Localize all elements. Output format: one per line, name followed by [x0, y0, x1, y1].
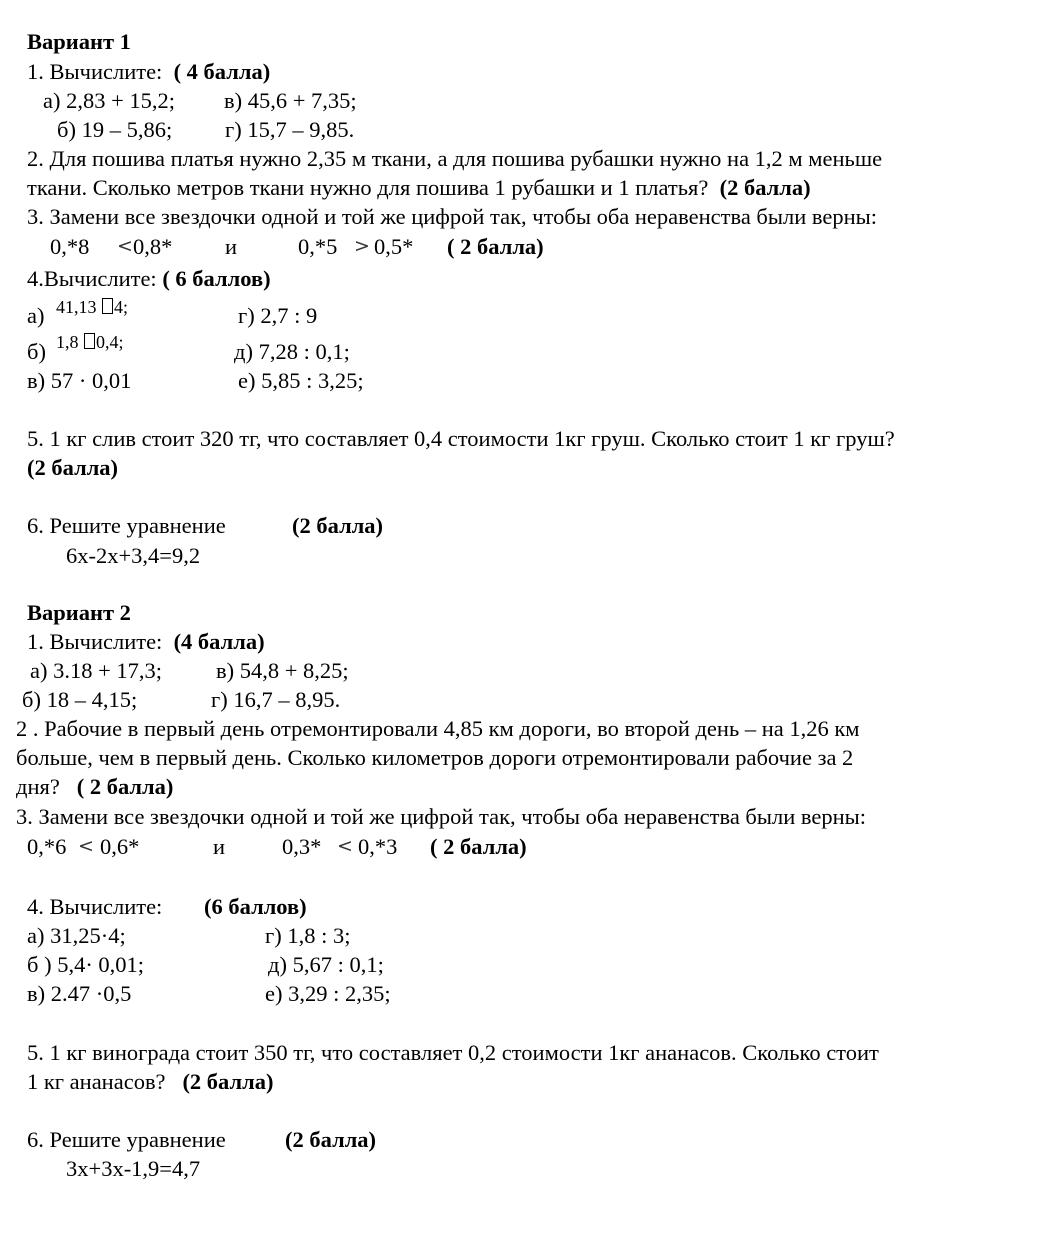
v1-task3-text: 3. Замени все звездочки одной и той же цифрой так, чтобы оба неравенства были верны:: [27, 204, 878, 229]
v1-task1-points: ( 4 балла): [173, 59, 271, 84]
v1-task1-g: г) 15,7 – 9,85.: [225, 117, 355, 142]
v2-task3-left2: 0,3*: [282, 834, 322, 859]
v1-task4-a-expr2: 4;: [114, 297, 129, 317]
v1-task2-points: (2 балла): [719, 175, 811, 200]
v1-task1-label: 1. Вычислите:: [27, 59, 163, 84]
v2-task3-points: ( 2 балла): [430, 834, 527, 859]
v1-task4-a-expr1: 41,13: [56, 297, 97, 317]
v1-task4-b-expr2: 0,4;: [96, 332, 124, 352]
v1-task3-right2: 0,5*: [374, 234, 414, 259]
v1-task5-points: (2 балла): [27, 455, 119, 480]
v2-task3-and: и: [213, 834, 226, 859]
missing-symbol-box-icon: [102, 298, 113, 314]
v1-task2-line2-row: [27, 173, 811, 202]
v2-task4-g: г) 1,8 : 3;: [265, 923, 351, 948]
v1-task4-v: в) 57 · 0,01: [27, 368, 132, 393]
v1-task4-points: ( 6 баллов): [162, 266, 271, 291]
v2-task5-line1: 5. 1 кг винограда стоит 350 тг, что составляет 0,2 стоимости 1кг ананасов. Сколько стоит: [27, 1040, 879, 1065]
v1-task3-left2: 0,*5: [298, 234, 338, 259]
v1-task4-d: д) 7,28 : 0,1;: [234, 339, 350, 364]
v2-task4-label: 4. Вычислите:: [27, 894, 163, 919]
v1-task1-v: в) 45,6 + 7,35;: [224, 88, 357, 113]
v1-task1-b: б) 19 – 5,86;: [57, 117, 173, 142]
v2-task3-left1: 0,*6: [27, 834, 67, 859]
v1-task2-line2: ткани. Сколько метров ткани нужно для пошива 1 рубашки и 1 платья?: [27, 175, 709, 200]
v2-task1-b: б) 18 – 4,15;: [22, 687, 138, 712]
v2-task1-heading: [27, 627, 265, 656]
v1-task3-sign2: >: [354, 235, 370, 257]
v1-task1-heading: [27, 57, 270, 86]
v2-task4-v: в) 2.47 ·0,5: [27, 981, 132, 1006]
v1-task3-left1: 0,*8: [50, 234, 90, 259]
v2-task2-line3: дня?: [16, 774, 60, 799]
v2-task2-line3-row: [16, 772, 173, 801]
v1-task5-line1: 5. 1 кг слив стоит 320 тг, что составляет 0,4 стоимости 1кг груш. Сколько стоит 1 кг груш?: [27, 426, 895, 451]
v2-task6-label: 6. Решите уравнение: [27, 1127, 226, 1152]
v1-task2-line1: 2. Для пошива платья нужно 2,35 м ткани, а для пошива рубашки нужно на 1,2 м меньше: [27, 146, 883, 171]
v2-task3-right2: 0,*3: [358, 834, 398, 859]
v2-task1-a: а) 3.18 + 17,3;: [30, 658, 163, 683]
v1-task6-label: 6. Решите уравнение: [27, 513, 226, 538]
v1-task3-and: и: [225, 234, 238, 259]
v2-task6-points: (2 балла): [285, 1127, 377, 1152]
v2-task5-line2: 1 кг ананасов?: [27, 1069, 166, 1094]
v1-task4-b-expr: [56, 328, 124, 357]
v2-task1-g: г) 16,7 – 8,95.: [211, 687, 341, 712]
v2-task2-points: ( 2 балла): [76, 774, 174, 799]
v1-task4-a-prefix: а): [27, 303, 45, 328]
v1-task4-a-expr: [56, 293, 128, 322]
v1-task3-right1: 0,8*: [133, 234, 173, 259]
v2-task4-e: е) 3,29 : 2,35;: [265, 981, 391, 1006]
variant1-title: Вариант 1: [27, 29, 131, 54]
v1-task4-b-expr1: 1,8: [56, 332, 79, 352]
v2-task2-line2: больше, чем в первый день. Сколько километров дороги отремонтировали рабочие за 2: [16, 745, 854, 770]
v2-task2-line1: 2 . Рабочие в первый день отремонтировали 4,85 км дороги, во второй день – на 1,26 км: [16, 716, 860, 741]
v1-task6-equation: 6х-2х+3,4=9,2: [66, 543, 201, 568]
v1-task1-a: а) 2,83 + 15,2;: [43, 88, 176, 113]
v1-task4-heading: [27, 264, 271, 293]
v2-task4-a: а) 31,25·4;: [27, 923, 126, 948]
v2-task4-b: б ) 5,4· 0,01;: [27, 952, 145, 977]
v2-task5-line2-row: [27, 1067, 274, 1096]
v1-task3-sign1: <: [117, 235, 133, 257]
v2-task3-text: 3. Замени все звездочки одной и той же цифрой так, чтобы оба неравенства были верны:: [16, 804, 867, 829]
variant2-title: Вариант 2: [27, 600, 131, 625]
v1-task4-label: 4.Вычислите:: [27, 266, 157, 291]
missing-symbol-box-icon: [84, 333, 95, 349]
v2-task5-points: (2 балла): [182, 1069, 274, 1094]
v2-task1-points: (4 балла): [173, 629, 265, 654]
v1-task4-b-prefix: б): [27, 339, 46, 364]
v2-task1-v: в) 54,8 + 8,25;: [216, 658, 349, 683]
v1-task6-points: (2 балла): [292, 513, 384, 538]
v1-task4-e: е) 5,85 : 3,25;: [238, 368, 364, 393]
v2-task3-sign2: <: [337, 835, 353, 857]
v2-task3-sign1: <: [78, 835, 94, 857]
v2-task4-points: (6 баллов): [204, 894, 307, 919]
v1-task4-g: г) 2,7 : 9: [238, 303, 318, 328]
v2-task1-label: 1. Вычислите:: [27, 629, 163, 654]
v2-task4-d: д) 5,67 : 0,1;: [268, 952, 384, 977]
v1-task3-points: ( 2 балла): [447, 234, 544, 259]
v2-task6-equation: 3х+3х-1,9=4,7: [66, 1156, 201, 1181]
v2-task3-right1: 0,6*: [100, 834, 140, 859]
